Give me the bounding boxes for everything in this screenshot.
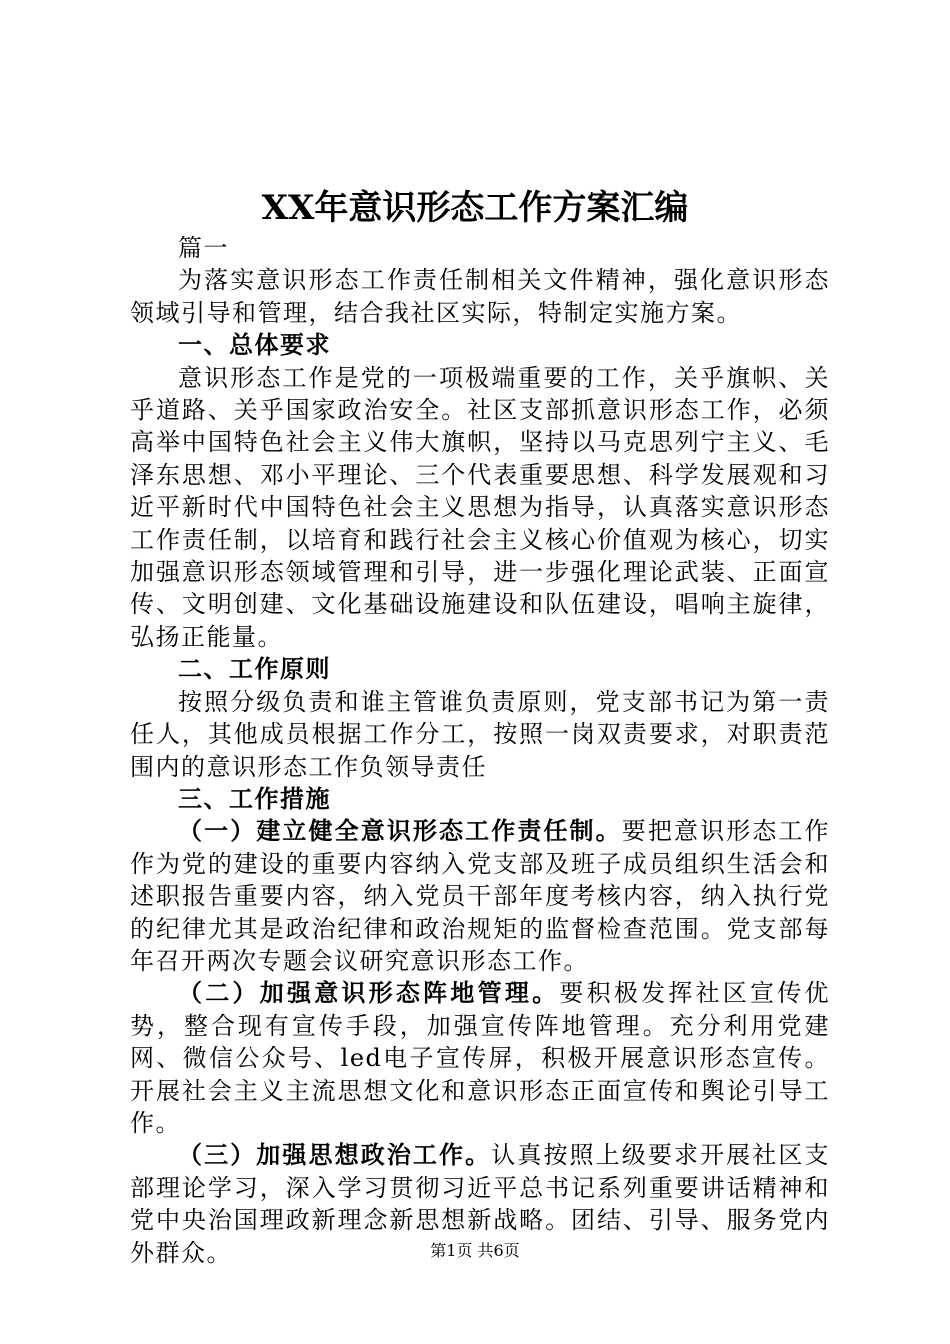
intro-paragraph: 为落实意识形态工作责任制相关文件精神，强化意识形态领域引导和管理，结合我社区实际，特制定实施方案。 xyxy=(130,266,830,327)
general-requirements-paragraph: 意识形态工作是党的一项极端重要的工作，关乎旗帜、关乎道路、关乎国家政治安全。社区支部抓意识形态工作，必须高举中国特色社会主义伟大旗帜，坚持以马克思列宁主义、毛泽东思想、邓小平理论、三个代表重要思想、科学发展观和习近平新时代中国特色社会主义思想为指导，认真落实意识形态工作责任制，以培育和践行社会主义核心价值观为核心，切实加强意识形态领域管理和引导，进一步强化理论武装、正面宣传、文明创建、文化基础设施建设和队伍建设，唱响主旋律，弘扬正能量。 xyxy=(130,363,830,651)
measure-item-1-lead: （一）建立健全意识形态工作责任制。 xyxy=(178,816,622,846)
measure-item-1-text: 要把意识形态工作作为党的建设的重要内容纳入党支部及班子成员组织生活会和述职报告重要内容，纳入党员干部年度考核内容，纳入执行党的纪律尤其是政治纪律和政治规矩的监督检查范围。党支部每年召开两次专题会议研究意识形态工作。 xyxy=(130,817,831,975)
section-heading-work-measures: 三、工作措施 xyxy=(178,783,331,813)
measure-item-3-lead: （三）加强思想政治工作。 xyxy=(178,1140,492,1170)
measure-item-3-text: 认真按照上级要求开展社区支部理论学习，深入学习贯彻习近平总书记系列重要讲话精神和党中央治国理政新理念新思想新战略。团结、引导、服务党内外群众。 xyxy=(130,1141,830,1267)
section-heading-general-requirements: 一、总体要求 xyxy=(178,330,331,360)
measure-item-1 xyxy=(130,815,830,977)
section-heading-work-principles: 二、工作原则 xyxy=(178,654,331,684)
measure-item-2 xyxy=(130,977,830,1139)
work-principles-paragraph: 按照分级负责和谁主管谁负责原则，党支部书记为第一责任人，其他成员根据工作分工，按照一岗双责要求，对职责范围内的意识形态工作负领导责任 xyxy=(130,687,830,781)
measure-item-2-lead: （二）加强意识形态阵地管理。 xyxy=(178,978,560,1008)
document-body xyxy=(130,232,830,1269)
measure-item-2-text: 要积极发挥社区宣传优势，整合现有宣传手段，加强宣传阵地管理。充分利用党建网、微信公众号、led电子宣传屏，积极开展意识形态宣传。开展社会主义主流思想文化和意识形态正面宣传和舆论引导工作。 xyxy=(130,979,831,1137)
page-footer: 第1页 共6页 xyxy=(430,1241,520,1260)
document-title: XX年意识形态工作方案汇编 xyxy=(261,188,689,228)
part-label: 篇一 xyxy=(178,234,229,262)
